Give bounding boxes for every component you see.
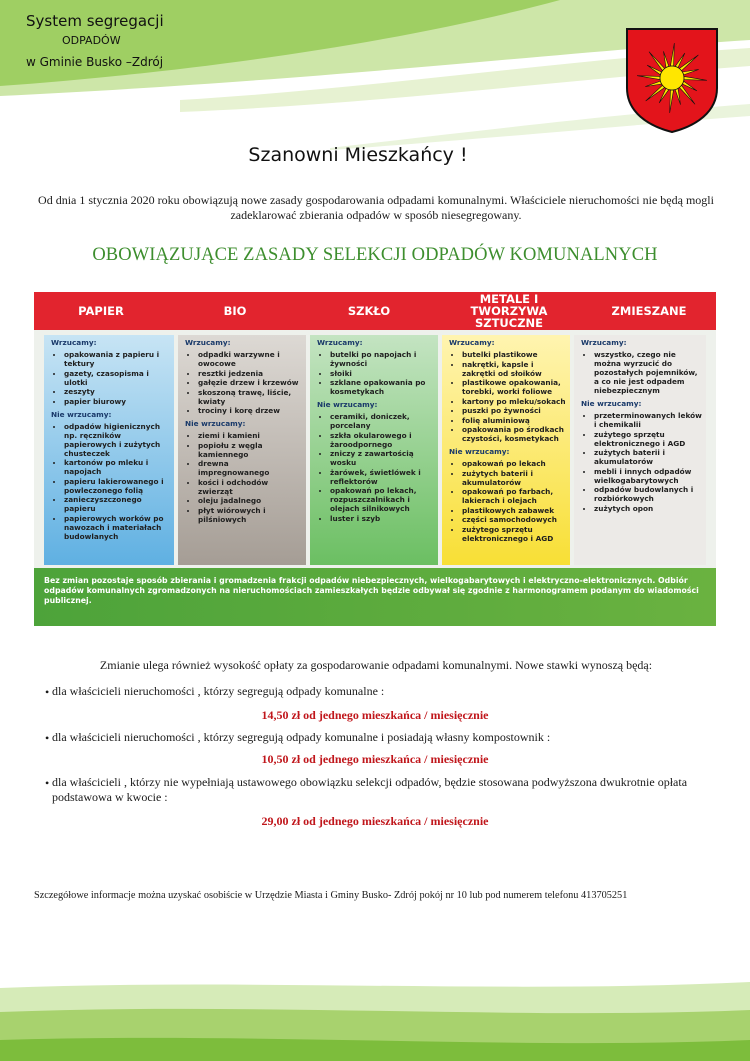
accept-item: • papier biurowy [64, 397, 170, 406]
reject-item: • papierowych worków po nawozach i materiałach budowlanych [64, 514, 170, 541]
reject-item: • płyt wiórowych i pilśniowych [198, 506, 302, 524]
accept-item: • gałęzie drzew i krzewów [198, 378, 302, 387]
reject-list [51, 422, 170, 541]
header-line-3: w Gminie Busko –Zdrój [26, 55, 164, 69]
reject-item: • zniczy z zawartością wosku [330, 449, 434, 467]
accept-item: • słoiki [330, 369, 434, 378]
reject-item: • kartonów po mleku i napojach [64, 458, 170, 476]
bullet-icon: • [45, 731, 50, 745]
accept-list [317, 350, 434, 396]
accept-item: • szklane opakowania po kosmetykach [330, 378, 434, 396]
reject-item: • opakowań po farbach, lakierach i olejach [462, 487, 566, 505]
fee-item [45, 730, 712, 745]
reject-item: • opakowań po lekach, rozpuszczalnikach i olejach silnikowych [330, 486, 434, 513]
header-title [26, 12, 164, 69]
accept-item: • gazety, czasopisma i ulotki [64, 369, 170, 387]
bullet-icon: • [45, 685, 50, 699]
column-paper [44, 335, 174, 565]
reject-item: • opakowań po lekach [462, 459, 566, 468]
column-title-mixed: ZMIESZANE [611, 304, 687, 318]
reject-item: • odpadów budowlanych i rozbiórkowych [594, 485, 702, 503]
board-footer: Bez zmian pozostaje sposób zbierania i gromadzenia frakcji odpadów niebezpiecznych, wielkogabarytowych i elektryczno-elektronicznych. Odbiór odpadów komunalnych zgromadzonych na nieruchomościach zamieszkałych będzie odbywał się zgodnie z harmonogramem podanym do wiadomości publicznej. [34, 568, 716, 626]
fee-amount: 14,50 zł od jednego mieszkańca / miesięcznie [261, 708, 489, 722]
reject-item: • odpadów higienicznych np. ręczników papierowych i zużytych chusteczek [64, 422, 170, 458]
reject-item: • kości i odchodów zwierząt [198, 478, 302, 496]
segregation-board [34, 292, 716, 626]
reject-item: • zużytego sprzętu elektronicznego i AGD [594, 430, 702, 448]
accept-item: • zeszyty [64, 387, 170, 396]
reject-item: • zużytych baterii i akumulatorów [594, 448, 702, 466]
reject-list [185, 431, 302, 524]
accept-item: • puszki po żywności [462, 406, 566, 415]
column-glass [310, 335, 438, 565]
reject-label: Nie wrzucamy: [317, 400, 378, 409]
reject-label: Nie wrzucamy: [51, 409, 112, 419]
accept-label: Wrzucamy: [317, 338, 363, 347]
column-title-glass: SZKŁO [347, 304, 391, 318]
reject-item: • oleju jadalnego [198, 496, 302, 505]
reject-item: • luster i szyb [330, 514, 434, 523]
reject-item: • ziemi i kamieni [198, 431, 302, 440]
reject-item: • papieru lakierowanego i powleczonego folią [64, 477, 170, 495]
bottom-decoration [0, 960, 750, 1061]
reject-item: • zużytych opon [594, 504, 702, 513]
column-bio [178, 335, 306, 565]
intro-text: Od dnia 1 stycznia 2020 roku obowiązują nowe zasady gospodarowania odpadami komunalnymi. Właściciele nieruchomości nie będą mogli zadeklarować zbierania odpadów w sposób niesegregowany. [38, 193, 714, 222]
accept-item: • nakrętki, kapsle i zakrętki od słoików [462, 360, 566, 378]
column-title-bio: BIO [223, 304, 247, 318]
greeting-title: Szanowni Mieszkańcy ! [248, 144, 468, 166]
accept-item: • resztki jedzenia [198, 369, 302, 378]
fees-intro: Zmianie ulega również wysokość opłaty za gospodarowanie odpadami komunalnymi. Nowe stawki wynoszą będą: [99, 658, 653, 672]
reject-list [449, 459, 566, 543]
reject-item: • żarówek, świetlówek i reflektorów [330, 468, 434, 486]
accept-item: • opakowania z papieru i tektury [64, 350, 170, 368]
accept-item: • folię aluminiową [462, 416, 566, 425]
accept-label: Wrzucamy: [185, 338, 231, 347]
fee-item [45, 684, 712, 699]
fee-description: dla właścicieli nieruchomości , którzy segregują odpady komunalne i posiadają własny kompostownik : [52, 730, 551, 744]
reject-item: • popiołu z węgla kamiennego [198, 441, 302, 459]
column-metals-plastics [442, 335, 570, 565]
reject-item: • zużytego sprzętu elektronicznego i AGD [462, 525, 566, 543]
reject-item: • zanieczyszczonego papieru [64, 495, 170, 513]
reject-list [317, 412, 434, 523]
column-mixed [574, 335, 706, 565]
fee-amount: 29,00 zł od jednego mieszkańca / miesięcznie [261, 814, 489, 828]
fee-description: dla właścicieli nieruchomości , którzy segregują odpady komunalne : [52, 684, 385, 698]
accept-item: • wszystko, czego nie można wyrzucić do pozostałych pojemników, a co nie jest odpadem niebezpiecznym [594, 350, 702, 395]
accept-list [51, 350, 170, 406]
coat-of-arms-icon [624, 26, 720, 134]
accept-label: Wrzucamy: [581, 338, 627, 347]
accept-item: • opakowania po środkach czystości, kosmetykach [462, 425, 566, 443]
section-heading: OBOWIĄZUJĄCE ZASADY SELEKCJI ODPADÓW KOMUNALNYCH [92, 245, 658, 265]
reject-item: • ceramiki, doniczek, porcelany [330, 412, 434, 430]
fee-description: dla właścicieli , którzy nie wypełniają ustawowego obowiązku selekcji odpadów, będzie stosowana podwyższona dwukrotnie opłata podstawowa w kwocie : [52, 775, 688, 804]
reject-item: • mebli i innych odpadów wielkogabarytowych [594, 467, 702, 485]
board-columns [34, 330, 716, 568]
column-title-paper: PAPIER [78, 304, 124, 318]
bullet-icon: • [45, 776, 50, 790]
accept-item: • trociny i korę drzew [198, 406, 302, 415]
reject-item: • plastikowych zabawek [462, 506, 566, 515]
accept-item: • kartony po mleku/sokach [462, 397, 566, 406]
fee-amount: 10,50 zł od jednego mieszkańca / miesięcznie [261, 752, 489, 766]
accept-list [581, 350, 702, 395]
reject-item: • drewna impregnowanego [198, 459, 302, 477]
accept-label: Wrzucamy: [51, 338, 97, 347]
accept-item: • odpadki warzywne i owocowe [198, 350, 302, 368]
header-line-2: ODPADÓW [62, 34, 121, 47]
accept-list [449, 350, 566, 443]
reject-item: • części samochodowych [462, 515, 566, 524]
accept-label: Wrzucamy: [449, 338, 495, 347]
accept-list [185, 350, 302, 415]
accept-item: • plastikowe opakowania, torebki, worki foliowe [462, 378, 566, 396]
reject-item: • przeterminowanych leków i chemikalii [594, 411, 702, 429]
column-title-metals-plastics: METALE I TWORZYWA SZTUCZNE [470, 292, 548, 330]
accept-item: • butelki plastikowe [462, 350, 566, 359]
reject-label: Nie wrzucamy: [581, 399, 642, 408]
board-header [34, 292, 716, 330]
fee-item [45, 775, 712, 805]
reject-item: • szkła okularowego i żaroodpornego [330, 431, 434, 449]
accept-item: • butelki po napojach i żywności [330, 350, 434, 368]
contact-info: Szczegółowe informacje można uzyskać osobiście w Urzędzie Miasta i Gminy Busko- Zdrój pokój nr 10 lub pod numerem telefonu 413705251 [34, 890, 628, 901]
reject-item: • zużytych baterii i akumulatorów [462, 469, 566, 487]
header-line-1: System segregacji [26, 12, 164, 30]
reject-label: Nie wrzucamy: [449, 447, 510, 456]
reject-label: Nie wrzucamy: [185, 419, 246, 428]
reject-list [581, 411, 702, 513]
accept-item: • skoszoną trawę, liście, kwiaty [198, 388, 302, 406]
